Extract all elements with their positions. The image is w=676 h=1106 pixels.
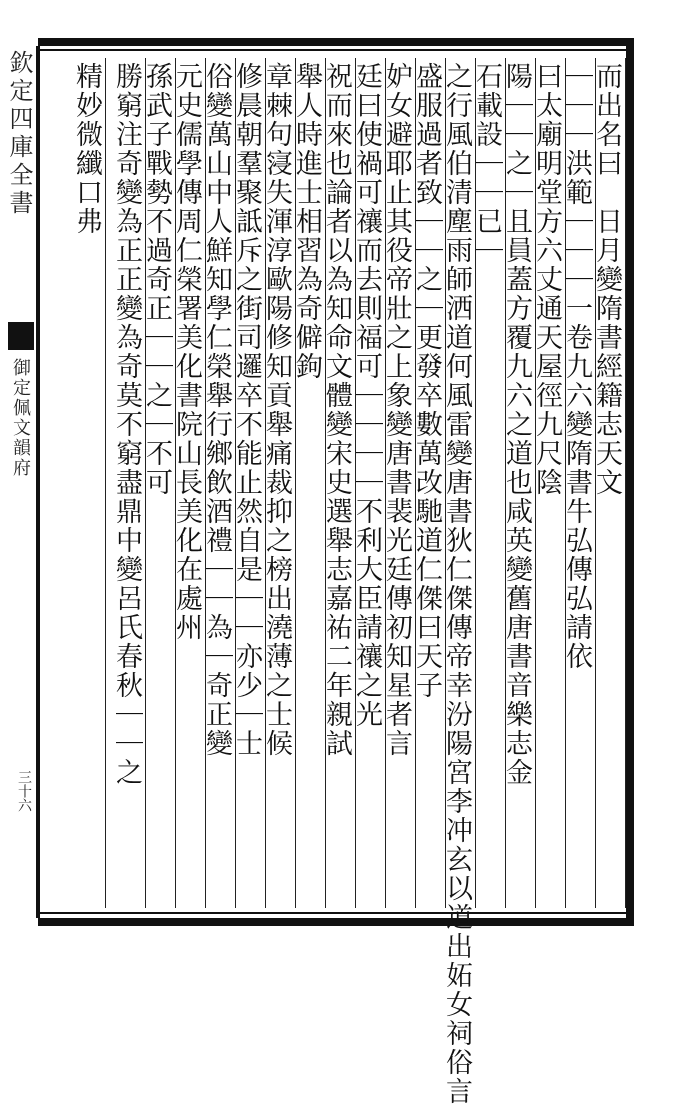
column-text: 盛服過者致｜｜之｜更發卒數萬改馳道仁傑曰天子 (411, 62, 442, 700)
fold-line (36, 46, 38, 918)
text-column (66, 58, 106, 908)
column-text: 之行風伯清塵雨師洒道何風雷變唐書狄仁傑傳帝幸汾陽宮李冲玄以道出妬女祠俗言 (441, 62, 472, 1106)
frame-left-border (38, 38, 40, 926)
column-text: ｜｜｜洪範｜｜｜一卷九六變隋書牛弘傳弘請依 (561, 62, 592, 671)
column-text: 修晨朝羣聚詆斥之街司邏卒不能止然自是｜｜亦少｜士 (231, 62, 262, 758)
frame-bottom-border (38, 918, 634, 926)
column-text: 廷曰使禍可禳而去則福可｜｜｜｜不利大臣請禳之光 (351, 62, 382, 729)
margin-page-number: 三十六 (16, 770, 32, 812)
column-text: 舉人時進士相習為奇僻鉤 (291, 62, 322, 381)
column-text: 孫武子戰勢不過奇正｜｜之｜不可 (141, 62, 172, 497)
margin-book-title: 欽定四庫全書 (5, 50, 33, 218)
frame-top-border (38, 38, 634, 46)
frame-top-inner-border (38, 49, 634, 51)
frame-right-border (626, 38, 634, 926)
column-text: 石載設｜｜已｜ (471, 62, 502, 265)
margin-work-title: 御定佩文韻府 (10, 358, 31, 478)
column-text: 而出名曰 日月變隋書經籍志天文 (591, 62, 622, 497)
column-text: 曰太廟明堂方六丈通天屋徑九尺陰 (531, 62, 562, 497)
column-text: 精妙微纖口弗 (71, 62, 102, 236)
column-text: 妒女避耶止其役帝壯之上象變唐書裴光廷傳初知星者言 (381, 62, 412, 758)
column-text: 勝窮注奇變為正正變為奇莫不窮盡鼎中變呂氏春秋｜｜之 (111, 62, 142, 787)
column-text: 章棘句寖失渾淳歐陽修知貢舉痛裁抑之榜出澆薄之士候 (261, 62, 292, 758)
column-text: 祝而來也論者以為知命文體變宋史選舉志嘉祐二年親試 (321, 62, 352, 758)
column-text: 俗變萬山中人鮮知學仁榮舉行鄉飲酒禮｜｜為｜奇正變 (201, 62, 232, 758)
fishtail-mark (8, 322, 34, 350)
column-text: 陽｜｜之｜且員蓋方覆九六之道也咸英變舊唐書音樂志金 (501, 62, 532, 787)
text-column (106, 58, 146, 908)
frame-bottom-inner-border (38, 912, 634, 914)
fold-margin (0, 40, 36, 920)
column-text: 元史儒學傳周仁榮署美化書院山長美化在處州 (171, 62, 202, 642)
